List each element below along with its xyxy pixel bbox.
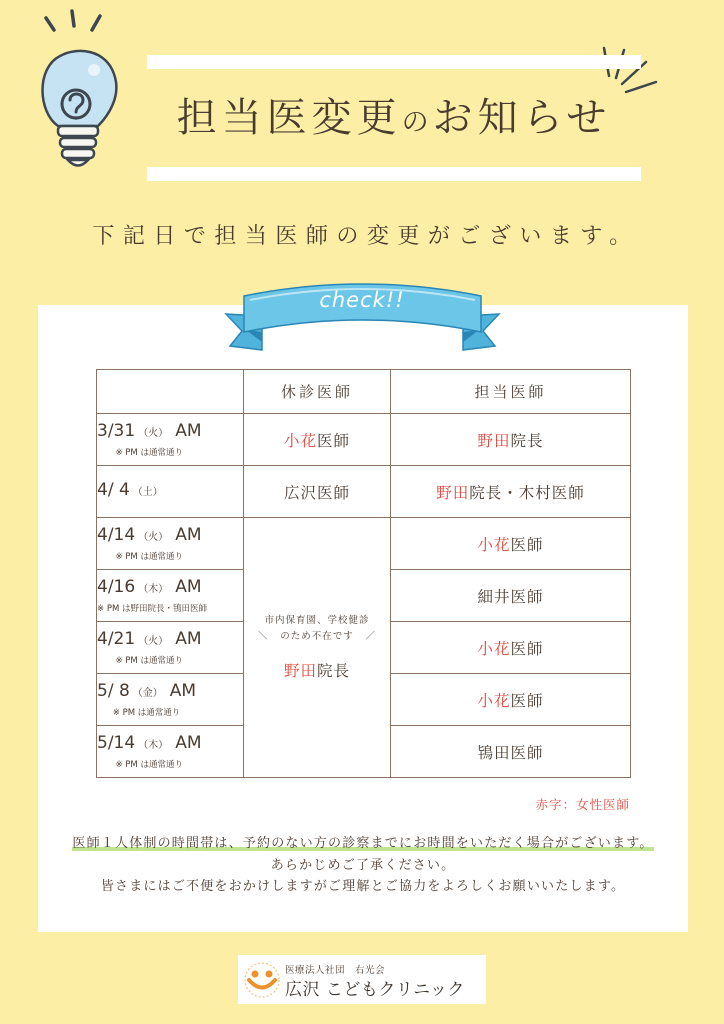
bulb-rays (46, 11, 100, 30)
covering-doctor-cell (391, 726, 631, 778)
date-line (97, 480, 165, 503)
date-month-day: 4/ 4 (97, 480, 130, 500)
covering-doctor-plain: 院長 (510, 431, 544, 450)
day-of-week: （金） (132, 687, 163, 699)
title-main: 担当医変更 (176, 95, 402, 141)
date-month-day: 4/14 (97, 524, 136, 545)
title-rest: お知らせ (432, 95, 612, 141)
covering-doctor-cell (391, 570, 631, 622)
covering-doctor-plain: 院長・木村医師 (469, 483, 585, 502)
date-line (97, 629, 201, 652)
covering-doctor-cell (391, 622, 631, 674)
absent-doctor-plain: 医師 (317, 431, 351, 450)
date-block (97, 577, 207, 615)
title-bar-bottom (147, 167, 641, 181)
absent-doctor-plain: 院長 (317, 662, 351, 680)
notice-line-3: 皆さまにはご不便をおかけしますがご理解とご協力をよろしくお願いいたします。 (100, 879, 626, 894)
clinic-name: 広沢 こどもクリニック (285, 980, 465, 1000)
date-block (97, 421, 201, 459)
date-line (97, 733, 201, 756)
merged-absent-doctor (244, 659, 390, 681)
date-month-day: 5/ 8 (97, 680, 130, 701)
date-cell (97, 518, 244, 570)
session-label: AM (175, 628, 202, 649)
logo-smile (249, 980, 275, 988)
day-of-week: （火） (138, 427, 169, 439)
question-dot (74, 116, 78, 120)
covering-doctor-plain: 鴇田医師 (477, 743, 544, 762)
slash-mark-right: ／ (365, 631, 376, 642)
subtitle: 下記日で担当医師の変更がございます。 (92, 224, 640, 249)
smile-logo-icon (242, 959, 282, 999)
covering-doctor-red: 野田 (436, 483, 470, 502)
date-cell (97, 414, 244, 466)
absent-doctor-plain: 広沢医師 (283, 483, 350, 502)
date-line (97, 577, 207, 600)
date-month-day: 4/16 (97, 576, 136, 597)
pm-note: ※ PM は野田院長・鴇田医師 (97, 603, 207, 614)
bulb-shine (88, 64, 100, 76)
covering-doctor-red: 小花 (477, 639, 511, 658)
merged-absent-cell (244, 518, 391, 778)
date-month-day: 5/14 (97, 732, 136, 753)
pm-note: ※ PM は通常通り (115, 551, 183, 562)
title-particle: の (401, 107, 433, 138)
table-row (97, 466, 631, 518)
notice-line-2: あらかじめご了承ください。 (270, 858, 456, 873)
session-label: AM (169, 680, 197, 701)
clinic-organization: 医療法人社団 右光会 (285, 965, 386, 976)
check-ribbon-banner (220, 274, 505, 352)
merged-reason-line1: 市内保育園、学校健診 (264, 615, 370, 626)
session-label: AM (175, 420, 202, 441)
bulb-glass (43, 51, 117, 126)
date-cell (97, 466, 244, 518)
covering-doctor-cell (391, 466, 631, 518)
bulb-base (58, 126, 98, 166)
pm-note: ※ PM は通常通り (115, 447, 183, 458)
covering-doctor-red: 小花 (477, 691, 511, 710)
red-text-legend: 赤字：女性医師 (535, 797, 630, 812)
pm-note: ※ PM は通常通り (112, 707, 181, 718)
title-bar-top (147, 55, 641, 69)
session-label: AM (175, 732, 202, 753)
day-of-week: （火） (138, 531, 169, 543)
date-block (97, 629, 201, 667)
day-of-week: （土） (132, 487, 163, 498)
session-label: AM (175, 576, 202, 597)
session-label: AM (175, 524, 202, 545)
covering-doctor-red: 小花 (477, 535, 511, 554)
pm-note: ※ PM は通常通り (115, 655, 183, 666)
slash-mark-left: ＼ (258, 631, 269, 642)
date-cell (97, 726, 244, 778)
header-covering-doctor: 担当医師 (391, 370, 631, 414)
covering-doctor-plain: 細井医師 (477, 587, 544, 606)
date-cell (97, 570, 244, 622)
date-cell (97, 674, 244, 726)
date-month-day: 3/31 (97, 420, 136, 441)
covering-doctor-plain: 医師 (510, 535, 544, 554)
day-of-week: （木） (138, 739, 169, 751)
day-of-week: （火） (138, 635, 169, 647)
table-row (97, 414, 631, 466)
date-line (97, 421, 201, 444)
clinic-logo-footer (238, 955, 486, 1004)
absent-doctor-cell (244, 466, 391, 518)
header-absent-doctor: 休診医師 (244, 370, 391, 414)
notice-line-1 (38, 834, 688, 854)
page-title (147, 90, 641, 151)
table-header-row (97, 370, 631, 414)
covering-doctor-cell (391, 518, 631, 570)
merged-reason-line2 (258, 630, 376, 643)
covering-doctor-cell (391, 674, 631, 726)
date-cell (97, 622, 244, 674)
date-line (97, 525, 201, 548)
banner-text: check!! (319, 288, 405, 312)
covering-doctor-red: 野田 (477, 431, 511, 450)
date-block (97, 480, 165, 503)
date-block (97, 681, 196, 719)
covering-doctor-plain: 医師 (510, 639, 544, 658)
merged-reason-text: のため不在です (280, 631, 354, 642)
pm-note: ※ PM は通常通り (115, 759, 183, 770)
date-month-day: 4/21 (97, 628, 136, 649)
date-block (97, 733, 201, 771)
absent-doctor-red: 小花 (283, 431, 317, 450)
table-row (97, 518, 631, 570)
date-block (97, 525, 201, 563)
header-corner (97, 370, 244, 414)
logo-eye-left (252, 971, 259, 978)
absent-doctor-cell (244, 414, 391, 466)
day-of-week: （木） (138, 583, 169, 595)
logo-eye-right (266, 971, 273, 978)
absent-doctor-red: 野田 (283, 662, 317, 680)
covering-doctor-cell (391, 414, 631, 466)
date-line (97, 681, 196, 704)
notice-line-1-text: 医師１人体制の時間帯は、予約のない方の診察までにお時間をいただく場合がございます。 (72, 836, 654, 851)
schedule-table (96, 369, 631, 778)
lightbulb-question-icon (28, 8, 128, 173)
covering-doctor-plain: 医師 (510, 691, 544, 710)
